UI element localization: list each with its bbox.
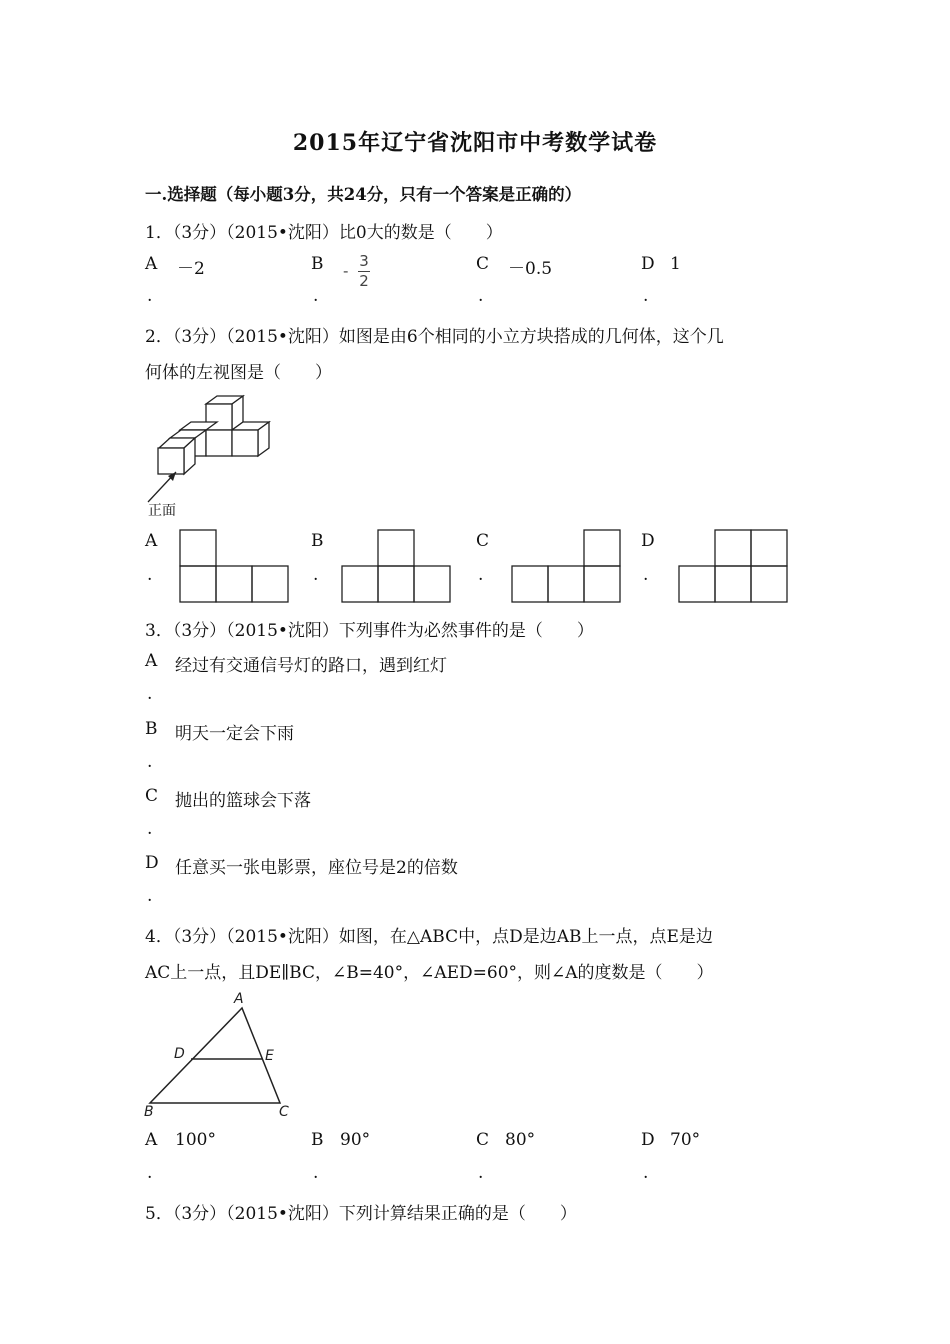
- q2-option-b-letter: B: [311, 531, 324, 551]
- q4-option-b-text: 90°: [340, 1130, 371, 1150]
- q4-triangle-figure: [140, 988, 300, 1120]
- q1-option-b-numerator: 3: [359, 252, 369, 270]
- q2-option-c-letter: C: [476, 531, 490, 551]
- q3-option-b-text: 明天一定会下雨: [175, 724, 294, 744]
- triangle-abc: [150, 1008, 280, 1103]
- q3-option-a-text: 经过有交通信号灯的路口，遇到红灯: [175, 656, 447, 676]
- q3-option-d-letter: D: [145, 853, 159, 873]
- q4-option-b-letter: B: [311, 1130, 324, 1150]
- q1-option-c-dot: .: [478, 286, 484, 306]
- point-d-label: D: [174, 1046, 185, 1062]
- section-heading: 一.选择题（每小题3分，共24分，只有一个答案是正确的）: [145, 185, 582, 204]
- q2-option-c-view: [511, 529, 621, 603]
- q3-option-c-text: 抛出的篮球会下落: [175, 791, 311, 811]
- q4-option-a-dot: .: [147, 1163, 153, 1183]
- q2-stem-line1: 2．（3分）（2015•沈阳）如图是由6个相同的小立方块搭成的几何体，这个几: [145, 327, 724, 347]
- q1-option-d-text: 1: [670, 254, 681, 274]
- q4-option-b-dot: .: [313, 1163, 319, 1183]
- q1-option-c-letter: C: [476, 254, 490, 274]
- q3-option-d-text: 任意买一张电影票，座位号是2的倍数: [175, 858, 458, 878]
- q1-option-b-fraction: [358, 253, 370, 290]
- vertex-b-label: B: [144, 1104, 154, 1120]
- q3-option-c-letter: C: [145, 786, 159, 806]
- q2-option-b-dot: .: [313, 565, 319, 585]
- q1-option-a-letter: A: [145, 254, 158, 274]
- q4-stem-line2: AC上一点，且DE∥BC，∠B=40°，∠AED=60°，则∠A的度数是（ ）: [145, 963, 714, 983]
- q1-option-a-dot: .: [147, 286, 153, 306]
- q4-option-c-letter: C: [476, 1130, 490, 1150]
- q4-option-d-dot: .: [643, 1163, 649, 1183]
- page-title: 2015年辽宁省沈阳市中考数学试卷: [292, 130, 658, 156]
- q1-option-d-dot: .: [643, 286, 649, 306]
- q1-option-d-letter: D: [641, 254, 655, 274]
- point-e-label: E: [265, 1048, 274, 1064]
- q2-option-a-letter: A: [145, 531, 158, 551]
- q4-option-a-letter: A: [145, 1130, 158, 1150]
- q4-option-d-text: 70°: [670, 1130, 701, 1150]
- front-cube-front: [158, 448, 184, 474]
- q1-option-c-text: －0.5: [508, 259, 553, 279]
- q3-option-d-dot: .: [147, 886, 153, 906]
- q2-option-c-dot: .: [478, 565, 484, 585]
- q3-option-b-letter: B: [145, 719, 158, 739]
- q2-option-b-view: [341, 529, 451, 603]
- q2-cube-figure: [140, 392, 280, 520]
- q4-option-c-text: 80°: [505, 1130, 536, 1150]
- q3-stem: 3．（3分）（2015•沈阳）下列事件为必然事件的是（ ）: [145, 621, 594, 641]
- mid-cube-2-front: [206, 430, 232, 456]
- q2-option-d-view: [678, 529, 788, 603]
- q4-option-c-dot: .: [478, 1163, 484, 1183]
- q1-option-b-letter: B: [311, 254, 324, 274]
- q1-option-b-dot: .: [313, 286, 319, 306]
- q1-option-a-text: －2: [177, 259, 205, 279]
- q2-option-a-dot: .: [147, 565, 153, 585]
- q1-option-b-denominator: 2: [359, 272, 369, 290]
- q5-stem: 5．（3分）（2015•沈阳）下列计算结果正确的是（ ）: [145, 1204, 577, 1224]
- q2-figure-label: 正面: [148, 503, 176, 519]
- q2-option-d-dot: .: [643, 565, 649, 585]
- mid-cube-3-front: [232, 430, 258, 456]
- vertex-c-label: C: [279, 1104, 289, 1120]
- q1-option-b-sign: -: [343, 262, 349, 280]
- q3-option-c-dot: .: [147, 819, 153, 839]
- q2-stem-line2: 何体的左视图是（ ）: [145, 363, 332, 383]
- q4-option-a-text: 100°: [175, 1130, 216, 1150]
- q2-option-a-view: [179, 529, 289, 603]
- q3-option-a-dot: .: [147, 684, 153, 704]
- q4-stem-line1: 4．（3分）（2015•沈阳）如图，在△ABC中，点D是边AB上一点，点E是边: [145, 927, 713, 947]
- q3-option-b-dot: .: [147, 752, 153, 772]
- q2-option-d-letter: D: [641, 531, 655, 551]
- vertex-a-label: A: [234, 991, 244, 1007]
- q3-option-a-letter: A: [145, 651, 158, 671]
- q1-stem: 1．（3分）（2015•沈阳）比0大的数是（ ）: [145, 223, 503, 243]
- q4-option-d-letter: D: [641, 1130, 655, 1150]
